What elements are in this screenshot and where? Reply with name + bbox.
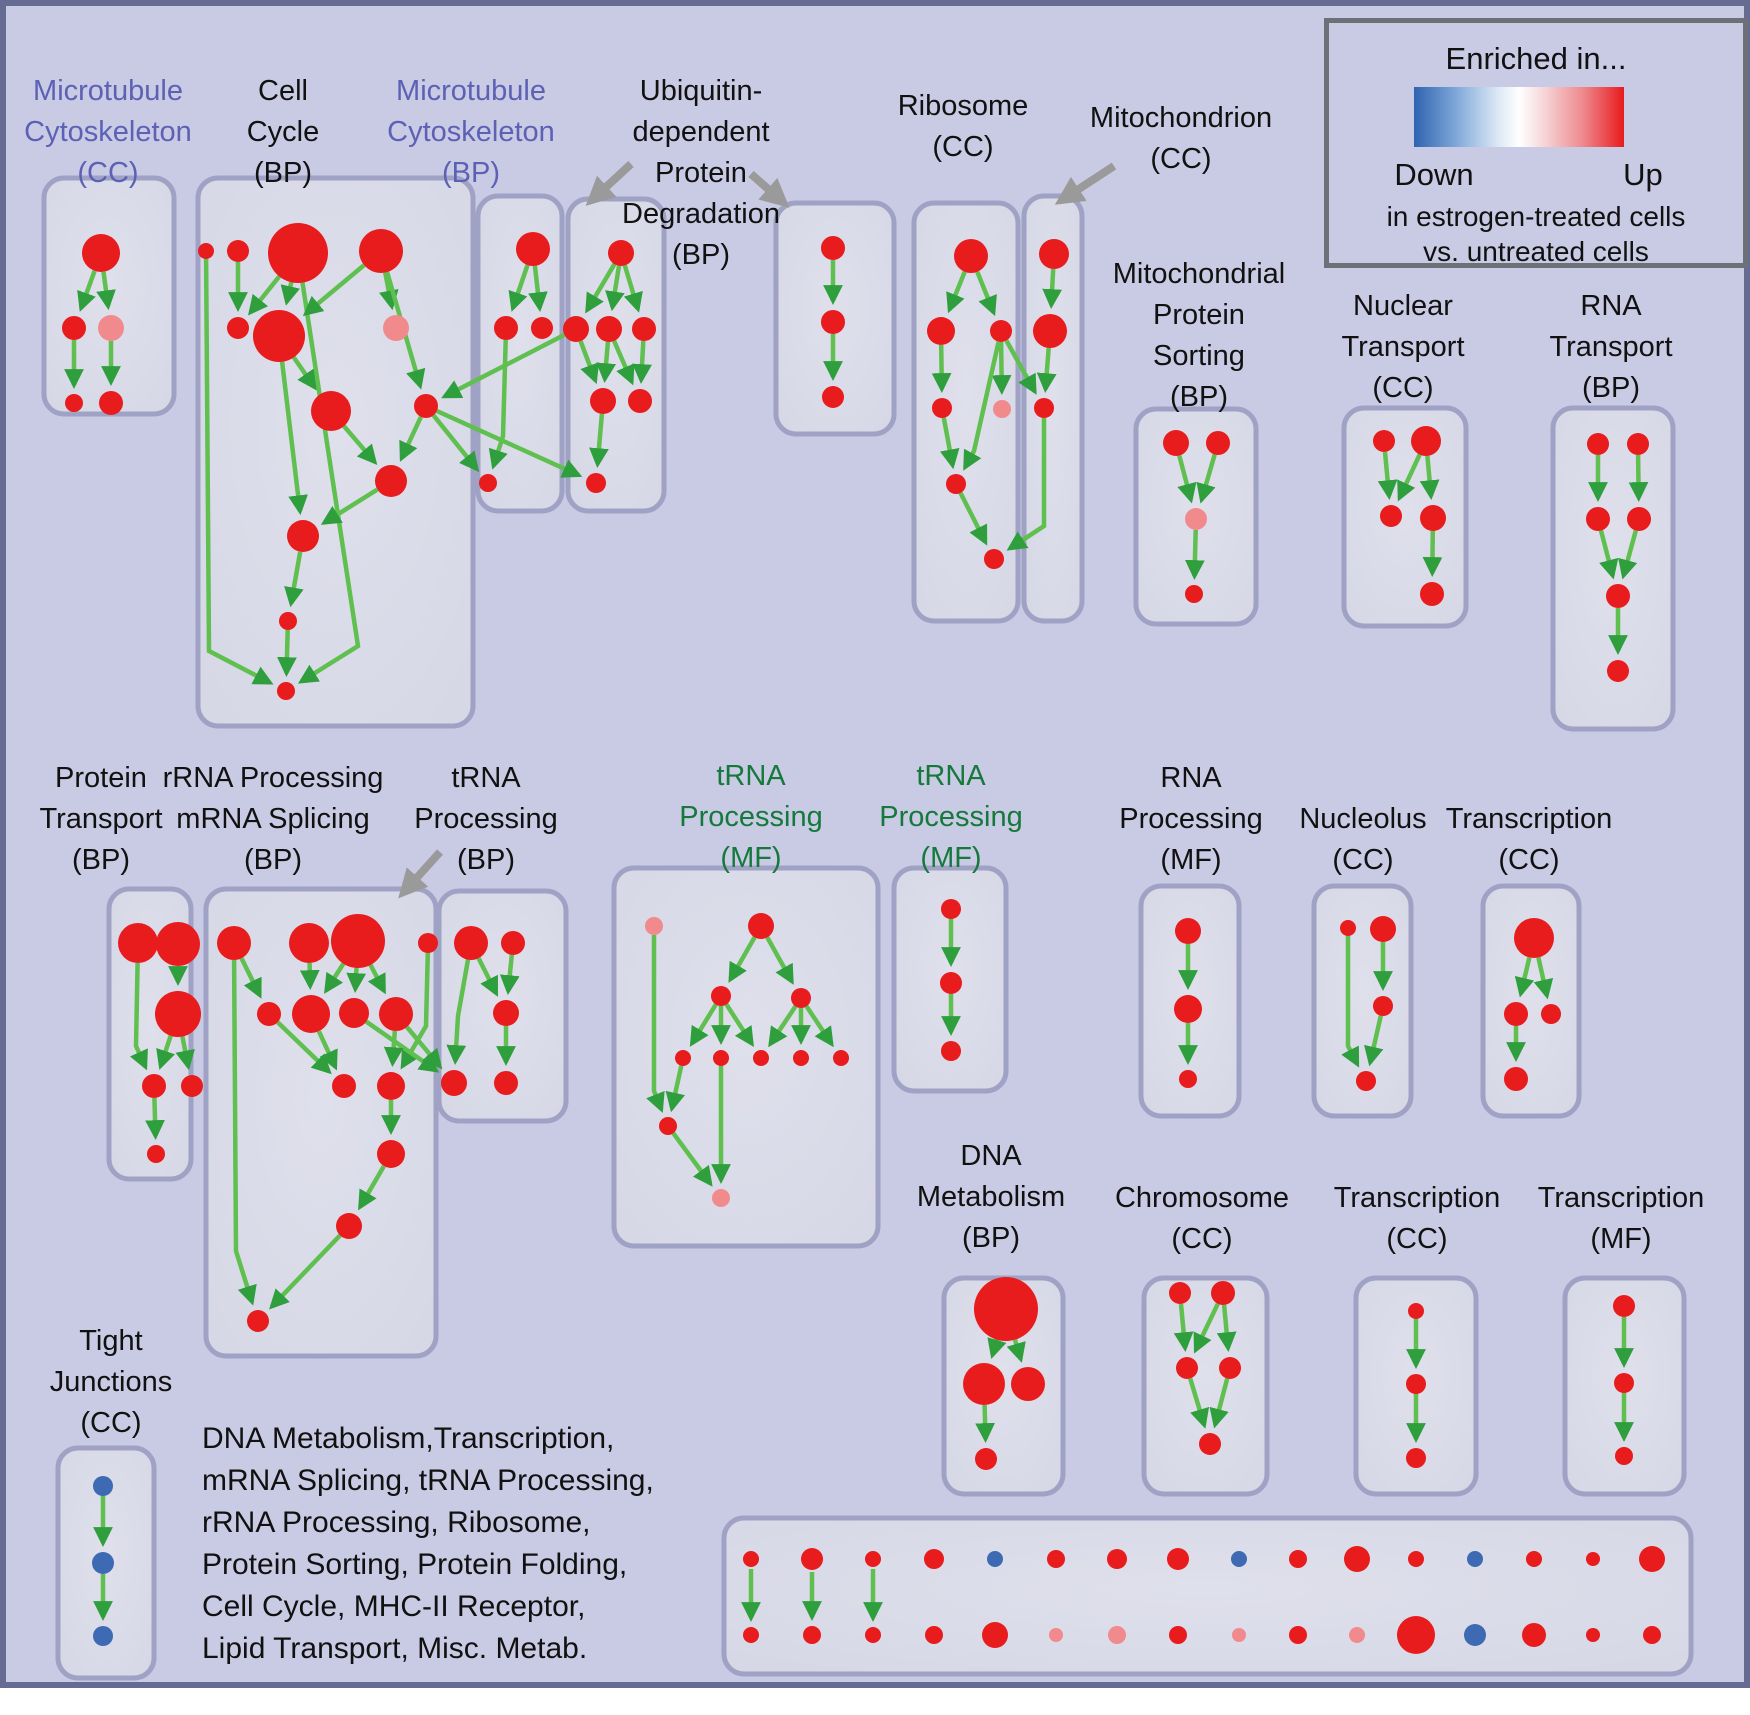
go-term-node xyxy=(531,317,553,339)
go-term-node xyxy=(628,389,652,413)
go-term-node xyxy=(359,229,403,273)
go-term-node xyxy=(713,1050,729,1066)
go-term-node xyxy=(675,1050,691,1066)
go-term-node xyxy=(268,223,328,283)
go-term-node xyxy=(1408,1303,1424,1319)
cluster-label-rna-processing-mf: RNA Processing (MF) xyxy=(1119,762,1263,876)
go-term-node xyxy=(62,316,86,340)
legend-subline-2: vs. untreated cells xyxy=(1423,236,1649,267)
go-term-node xyxy=(1185,508,1207,530)
box-chromosome-cc xyxy=(1144,1278,1267,1494)
go-term-node xyxy=(292,995,330,1033)
cluster-label-transcription-cc-row3: Transcription (CC) xyxy=(1333,1182,1501,1255)
go-term-node xyxy=(1175,918,1201,944)
go-term-node xyxy=(98,315,124,341)
go-term-node xyxy=(865,1551,881,1567)
edge-t2-t4 xyxy=(1638,455,1639,498)
edge-rr3-rr7 xyxy=(355,968,356,989)
go-term-node xyxy=(92,1552,114,1574)
go-term-node xyxy=(753,1050,769,1066)
cluster-label-cell-cycle-bp: Cell Cycle (BP) xyxy=(246,75,320,189)
go-term-node xyxy=(1627,433,1649,455)
go-term-node xyxy=(941,1041,961,1061)
cluster-label-trna-processing-mf-2: tRNA Processing (MF) xyxy=(879,760,1023,874)
go-term-node xyxy=(632,317,656,341)
go-term-node xyxy=(1108,1626,1126,1644)
cluster-label-tight-junctions-cc: Tight Junctions (CC) xyxy=(49,1325,173,1439)
go-term-node xyxy=(93,1476,113,1496)
go-term-node xyxy=(1373,430,1395,452)
go-term-node xyxy=(1176,1357,1198,1379)
go-term-node xyxy=(1514,918,1554,958)
go-term-node xyxy=(1586,507,1610,531)
go-term-node xyxy=(454,926,488,960)
go-term-node xyxy=(833,1050,849,1066)
go-term-node xyxy=(1639,1546,1665,1572)
go-term-node xyxy=(65,394,83,412)
legend-gradient-bar xyxy=(1414,87,1624,147)
edge-rr8-rr10 xyxy=(393,1031,395,1063)
go-term-node xyxy=(1504,1002,1528,1026)
go-term-node xyxy=(1397,1616,1435,1654)
go-term-node xyxy=(479,474,497,492)
go-term-node xyxy=(181,1075,203,1097)
go-term-node xyxy=(1169,1626,1187,1644)
cluster-label-nuclear-transport-cc: Nuclear Transport (CC) xyxy=(1341,290,1465,404)
go-term-node xyxy=(1167,1548,1189,1570)
go-term-node xyxy=(1232,1628,1246,1642)
go-term-node xyxy=(791,988,811,1008)
go-term-node xyxy=(1406,1374,1426,1394)
go-term-node xyxy=(493,1000,519,1026)
go-term-node xyxy=(925,1626,943,1644)
go-term-node xyxy=(1340,920,1356,936)
go-term-node xyxy=(383,315,409,341)
go-term-node xyxy=(1169,1282,1191,1304)
go-term-node xyxy=(414,394,438,418)
edge-p3-p4 xyxy=(1195,530,1196,576)
go-term-node xyxy=(1615,1447,1633,1465)
go-term-node xyxy=(659,1117,677,1135)
go-term-node xyxy=(339,998,369,1028)
go-term-node xyxy=(311,391,351,431)
go-term-node xyxy=(987,1551,1003,1567)
go-term-node xyxy=(418,933,438,953)
cluster-label-transcription-cc-row2: Transcription (CC) xyxy=(1445,803,1613,876)
go-term-node xyxy=(227,240,249,262)
cluster-label-rna-transport-bp: RNA Transport (BP) xyxy=(1549,290,1673,404)
edge-r2-r4 xyxy=(941,345,942,389)
go-term-node xyxy=(645,917,663,935)
go-term-node xyxy=(1211,1281,1235,1305)
go-term-node xyxy=(1206,431,1230,455)
go-term-node xyxy=(277,682,295,700)
cluster-label-nucleolus-cc: Nucleolus (CC) xyxy=(1299,803,1427,876)
go-term-node xyxy=(227,317,249,339)
go-term-node xyxy=(586,473,606,493)
cluster-label-microtubule-cytoskeleton-cc: Microtubule Cytoskeleton (CC) xyxy=(24,75,192,189)
go-term-node xyxy=(279,612,297,630)
go-term-node xyxy=(1289,1626,1307,1644)
cluster-label-protein-transport-bp: Protein Transport (BP) xyxy=(39,762,163,876)
go-term-node xyxy=(1199,1433,1221,1455)
go-term-node xyxy=(1586,1552,1600,1566)
legend-up-label: Up xyxy=(1623,157,1663,192)
go-term-node xyxy=(1614,1373,1634,1393)
go-term-node xyxy=(1586,1628,1600,1642)
go-term-node xyxy=(1219,1357,1241,1379)
go-term-node xyxy=(217,926,251,960)
go-term-node xyxy=(257,1002,281,1026)
go-term-node xyxy=(743,1551,759,1567)
go-term-node xyxy=(1049,1628,1063,1642)
go-term-node xyxy=(596,316,622,342)
edge-d2-d4 xyxy=(985,1405,986,1439)
go-term-node xyxy=(1464,1624,1486,1646)
go-term-node xyxy=(1408,1551,1424,1567)
misc-categories-text: DNA Metabolism,Transcription, mRNA Splicing, tRNA Processing, rRNA Processing, Ribosome, Protein Sorting, Protein Folding, Cell Cycle, MHC-II Receptor, Lipid Transport, Misc. Metab. xyxy=(202,1422,654,1665)
go-term-node xyxy=(743,1627,759,1643)
go-term-node xyxy=(287,520,319,552)
go-term-node xyxy=(82,234,120,272)
go-term-node xyxy=(940,972,962,994)
go-term-node xyxy=(1522,1623,1546,1647)
go-term-node xyxy=(375,465,407,497)
go-term-node xyxy=(253,310,305,362)
cluster-label-ubiquitin-dependent-protein-degradation-bp: Ubiquitin- dependent Protein Degradation (BP) xyxy=(622,75,780,271)
go-term-node xyxy=(1179,1070,1197,1088)
go-term-node xyxy=(748,913,774,939)
cluster-label-dna-metabolism-bp: DNA Metabolism (BP) xyxy=(916,1140,1066,1254)
go-term-node xyxy=(941,899,961,919)
cluster-label-mitochondrial-protein-sorting-bp: Mitochondrial Protein Sorting (BP) xyxy=(1112,258,1286,413)
go-term-node xyxy=(331,914,385,968)
go-term-node xyxy=(1541,1004,1561,1024)
legend-subline-1: in estrogen-treated cells xyxy=(1386,201,1686,232)
go-term-node xyxy=(982,1622,1008,1648)
box-nuclear-transport-cc xyxy=(1344,408,1466,626)
go-term-node xyxy=(946,474,966,494)
go-term-node xyxy=(1380,505,1402,527)
go-term-node xyxy=(93,1626,113,1646)
go-term-node xyxy=(494,1071,518,1095)
go-term-node xyxy=(1420,582,1444,606)
go-term-node xyxy=(1011,1367,1045,1401)
box-bottom-strip xyxy=(724,1518,1691,1674)
go-term-node xyxy=(198,243,214,259)
go-term-node xyxy=(1411,426,1441,456)
go-term-node xyxy=(932,398,952,418)
cluster-label-ribosome-cc: Ribosome (CC) xyxy=(897,90,1029,163)
edge-rr2-rr6 xyxy=(310,963,311,986)
go-term-node xyxy=(501,931,525,955)
go-term-node xyxy=(793,1050,809,1066)
go-term-node xyxy=(332,1074,356,1098)
go-term-node xyxy=(1185,585,1203,603)
go-term-node xyxy=(927,317,955,345)
cluster-label-mitochondrion-cc: Mitochondrion (CC) xyxy=(1089,102,1273,175)
go-term-node xyxy=(1289,1550,1307,1568)
go-term-node xyxy=(1643,1626,1661,1644)
go-term-node xyxy=(1163,430,1189,456)
go-term-node xyxy=(1174,995,1202,1023)
go-term-node xyxy=(801,1548,823,1570)
go-term-node xyxy=(924,1549,944,1569)
go-term-node xyxy=(1613,1295,1635,1317)
edge-n4-n5 xyxy=(1432,531,1433,573)
go-term-node xyxy=(1344,1546,1370,1572)
go-term-node xyxy=(1370,916,1396,942)
go-term-node xyxy=(441,1070,467,1096)
go-term-node xyxy=(379,997,413,1031)
cluster-label-microtubule-cytoskeleton-bp: Microtubule Cytoskeleton (BP) xyxy=(387,75,555,189)
go-term-node xyxy=(289,923,329,963)
cluster-label-rrna-processing-mrna-splicing-bp: rRNA Processing mRNA Splicing (BP) xyxy=(162,762,384,876)
go-term-node xyxy=(377,1140,405,1168)
edge-u4-u6 xyxy=(641,341,643,380)
legend-title: Enriched in... xyxy=(1445,41,1627,76)
go-term-node xyxy=(1231,1551,1247,1567)
go-term-node xyxy=(1587,433,1609,455)
go-term-node xyxy=(974,1277,1038,1341)
go-term-node xyxy=(1504,1067,1528,1091)
go-term-node xyxy=(142,1074,166,1098)
cluster-label-trna-processing-bp: tRNA Processing (BP) xyxy=(414,762,558,876)
cluster-label-chromosome-cc: Chromosome (CC) xyxy=(1114,1182,1290,1255)
go-term-node xyxy=(1047,1550,1065,1568)
go-term-node xyxy=(1467,1551,1483,1567)
go-term-node xyxy=(336,1213,362,1239)
edge-pt4-pt6 xyxy=(154,1098,155,1136)
go-term-node xyxy=(803,1626,821,1644)
go-term-node xyxy=(711,986,731,1006)
go-term-node xyxy=(118,923,158,963)
edge-cc12-cc13 xyxy=(287,630,288,673)
cluster-label-trna-processing-mf-1: tRNA Processing (MF) xyxy=(679,760,823,874)
go-term-node xyxy=(1627,507,1651,531)
go-term-node xyxy=(1606,584,1630,608)
go-term-node xyxy=(377,1072,405,1100)
go-term-node xyxy=(1420,505,1446,531)
go-term-node xyxy=(1107,1549,1127,1569)
go-term-node xyxy=(975,1448,997,1470)
go-term-node xyxy=(963,1363,1005,1405)
go-term-node xyxy=(984,549,1004,569)
go-term-node xyxy=(1406,1448,1426,1468)
go-term-node xyxy=(99,391,123,415)
go-term-node xyxy=(712,1189,730,1207)
go-term-node xyxy=(865,1627,881,1643)
go-term-node xyxy=(147,1145,165,1163)
go-term-node xyxy=(494,316,518,340)
go-term-node xyxy=(590,388,616,414)
go-term-node xyxy=(954,239,988,273)
legend-down-label: Down xyxy=(1394,157,1474,192)
go-term-node xyxy=(1356,1071,1376,1091)
go-term-node xyxy=(155,991,201,1037)
go-term-node xyxy=(1526,1551,1542,1567)
go-term-node xyxy=(1373,996,1393,1016)
go-term-node xyxy=(821,310,845,334)
go-term-node xyxy=(1607,660,1629,682)
edge-u3-u5 xyxy=(605,342,608,379)
cluster-label-transcription-mf: Transcription (MF) xyxy=(1537,1182,1705,1255)
go-term-node xyxy=(822,386,844,408)
go-term-node xyxy=(563,316,589,342)
go-term-node xyxy=(1349,1627,1365,1643)
go-term-node xyxy=(156,922,200,966)
